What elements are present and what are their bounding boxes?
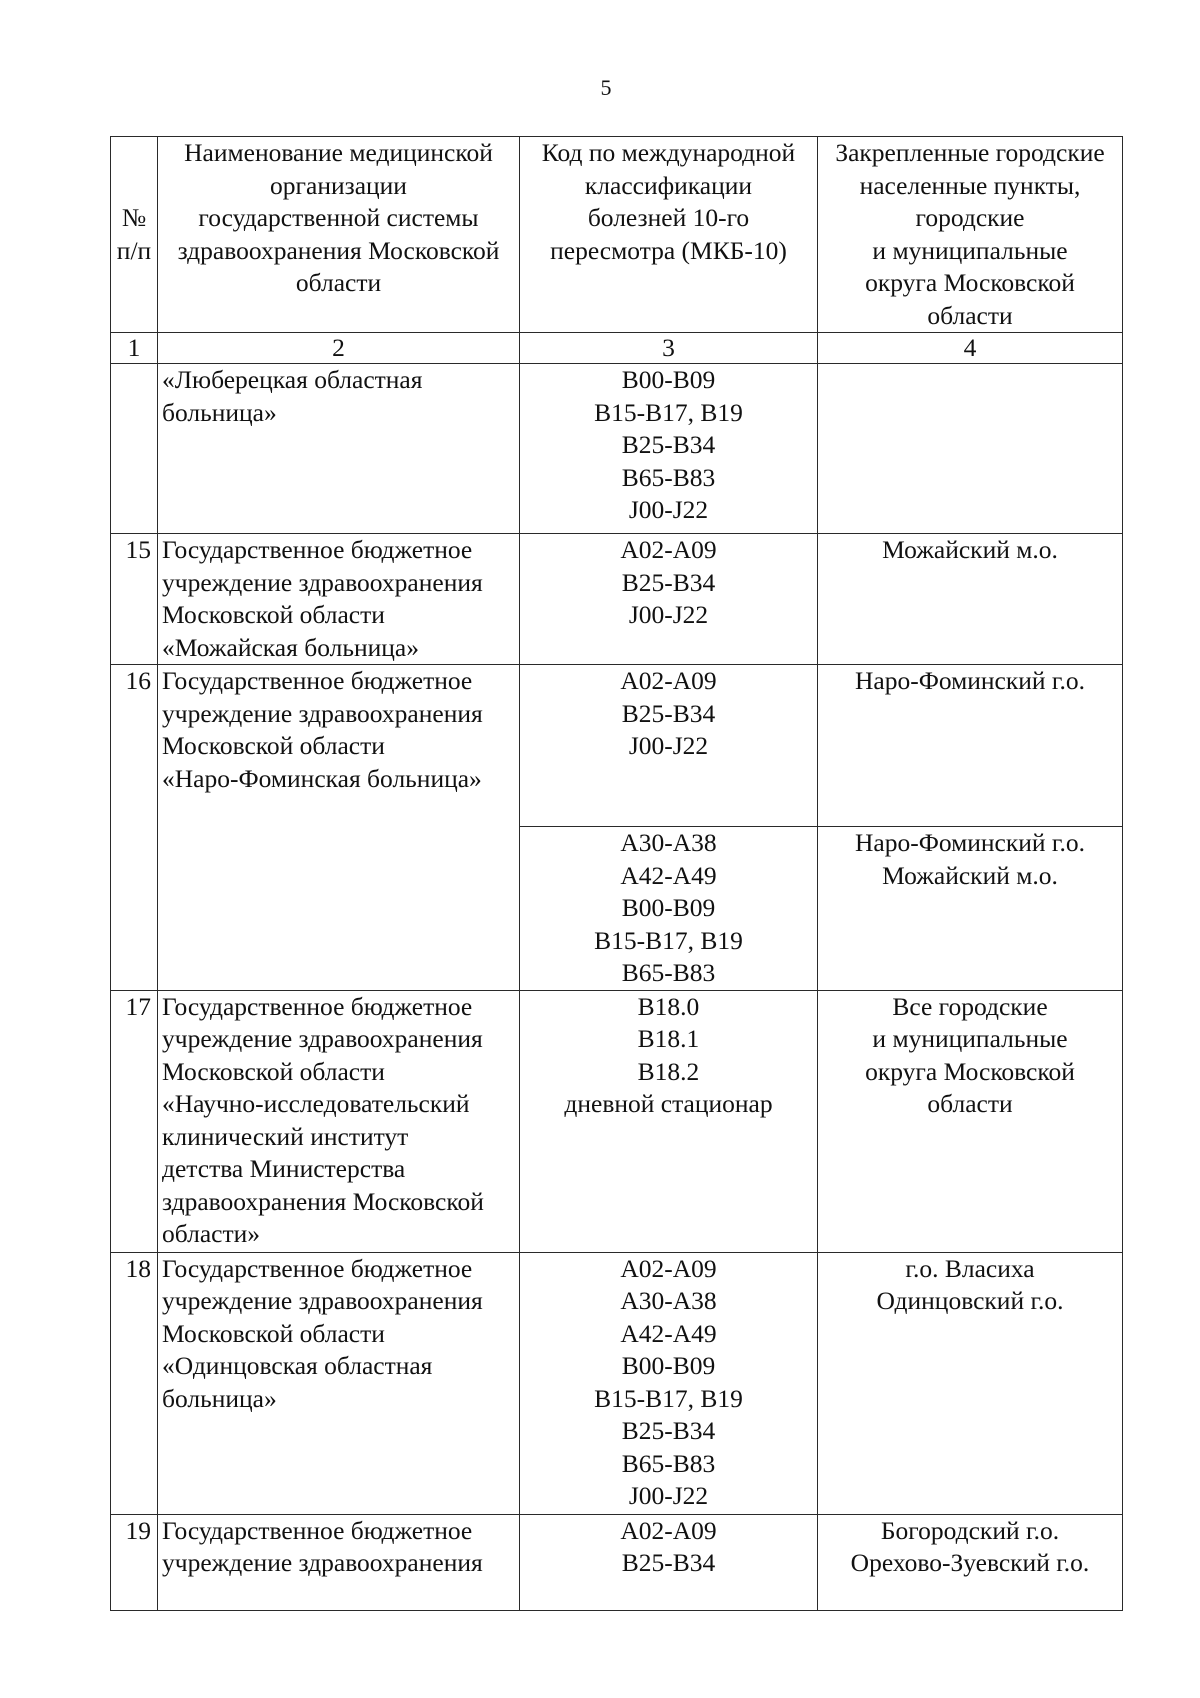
icd-code: B25-B34 [621, 430, 716, 459]
header-line: области [927, 300, 1013, 330]
icd-code: B25-B34 [621, 1548, 716, 1577]
text-line: здравоохранения Московской [162, 1186, 484, 1216]
area-name: Можайский м.о. [882, 860, 1058, 890]
text-line: больница» [162, 397, 277, 427]
icd-code: A42-A49 [620, 1318, 717, 1348]
header-line: округа Московской [865, 268, 1075, 297]
table-row [111, 1252, 1123, 1514]
text-line: Государственное бюджетное [162, 991, 473, 1021]
table-row [111, 1514, 1123, 1610]
header-assigned-areas-column [818, 137, 1123, 333]
area-name: и муниципальные [872, 1024, 1068, 1053]
table-row [111, 990, 1123, 1252]
assigned-areas [818, 364, 1123, 534]
text-line: «Можайская больница» [162, 632, 419, 662]
table-row [111, 534, 1123, 665]
header-line: городские [915, 203, 1025, 232]
header-line: и муниципальные [872, 235, 1068, 265]
icd-code: J00-J22 [628, 495, 709, 524]
header-line: Наименование медицинской [184, 138, 493, 167]
text-line: больница» [162, 1383, 277, 1413]
header-icd-code-column [520, 137, 818, 333]
icd-code: B18.0 [637, 991, 700, 1021]
column-index-row [111, 333, 1123, 364]
text-line: Государственное бюджетное [162, 1515, 473, 1545]
column-index: 4 [818, 333, 1123, 364]
icd-code: A02-A09 [620, 1515, 717, 1545]
header-line: п/п [116, 235, 152, 265]
text-line: Государственное бюджетное [162, 535, 473, 564]
organization-name [158, 364, 520, 534]
icd-code: B65-B83 [621, 462, 716, 492]
area-name: Наро-Фоминский г.о. [854, 828, 1086, 857]
header-line: населенные пункты, [859, 170, 1081, 200]
header-line: организации [270, 170, 407, 200]
header-organization-column [158, 137, 520, 333]
icd-code: B00-B09 [621, 1351, 716, 1380]
header-line: Код по международной [541, 138, 796, 167]
text-line: учреждение здравоохранения [162, 1286, 483, 1315]
icd-code: B15-B17, B19 [594, 1383, 743, 1413]
text-line: Московской области [162, 1318, 385, 1348]
area-name: Богородский г.о. [880, 1515, 1060, 1545]
organization-name [158, 1514, 520, 1610]
row-number: 19 [111, 1514, 158, 1610]
icd-code: A30-A38 [620, 828, 717, 857]
header-number-column [111, 137, 158, 333]
row-number: 15 [111, 534, 158, 665]
text-line: Государственное бюджетное [162, 1253, 473, 1283]
icd-code: B00-B09 [621, 893, 716, 922]
hospital-assignment-table [110, 136, 1123, 1611]
text-line: учреждение здравоохранения [162, 567, 483, 597]
icd-codes [520, 534, 818, 665]
icd-codes [520, 364, 818, 534]
icd-code: B00-B09 [621, 365, 716, 394]
text-line: Московской области [162, 600, 385, 629]
assigned-areas [818, 534, 1123, 665]
organization-name [158, 990, 520, 1252]
assigned-areas [818, 665, 1123, 827]
assigned-areas [818, 827, 1123, 991]
assigned-areas [818, 1252, 1123, 1514]
icd-code: B65-B83 [621, 958, 716, 987]
text-line: «Одинцовская областная [162, 1351, 433, 1380]
text-line: «Наро-Фоминская больница» [162, 763, 482, 793]
text-line: Московской области [162, 731, 385, 760]
row-number: 16 [111, 665, 158, 991]
row-number [111, 364, 158, 534]
organization-name [158, 665, 520, 991]
icd-code: A30-A38 [620, 1286, 717, 1315]
icd-code: J00-J22 [628, 1481, 709, 1510]
area-name: г.о. Власиха [905, 1253, 1035, 1283]
text-line: «Научно-исследовательский [162, 1089, 470, 1118]
header-line: № [121, 203, 147, 232]
icd-code: J00-J22 [628, 731, 709, 760]
assigned-areas [818, 990, 1123, 1252]
icd-code: A02-A09 [620, 666, 717, 695]
column-index: 3 [520, 333, 818, 364]
area-name: Орехово-Зуевский г.о. [850, 1548, 1090, 1577]
icd-code: A42-A49 [620, 860, 717, 890]
table-row [111, 364, 1123, 534]
table-header-row [111, 137, 1123, 333]
text-line: «Люберецкая областная [162, 365, 423, 394]
text-line: области» [162, 1219, 260, 1248]
icd-codes [520, 1514, 818, 1610]
page-number: 5 [600, 75, 612, 100]
area-name: Наро-Фоминский г.о. [854, 666, 1086, 695]
assigned-areas [818, 1514, 1123, 1610]
icd-codes [520, 665, 818, 827]
header-line: классификации [584, 170, 753, 200]
text-line: детства Министерства [162, 1154, 406, 1183]
icd-code: A02-A09 [620, 1253, 717, 1283]
icd-codes [520, 1252, 818, 1514]
icd-code: дневной стационар [564, 1089, 773, 1118]
text-line: Московской области [162, 1056, 385, 1086]
header-line: пересмотра (МКБ-10) [550, 235, 787, 265]
icd-codes [520, 827, 818, 991]
area-name: Одинцовский г.о. [876, 1286, 1064, 1315]
text-line: клинический институт [162, 1121, 409, 1151]
organization-name [158, 1252, 520, 1514]
icd-code: B65-B83 [621, 1448, 716, 1478]
icd-code: B25-B34 [621, 567, 716, 597]
icd-code: B15-B17, B19 [594, 925, 743, 955]
row-number: 18 [111, 1252, 158, 1514]
area-name: Все городские [892, 991, 1048, 1021]
column-index: 1 [111, 333, 158, 364]
text-line: учреждение здравоохранения [162, 1024, 483, 1053]
header-line: области [295, 268, 382, 297]
text-line: учреждение здравоохранения [162, 698, 483, 728]
text-line: учреждение здравоохранения [162, 1548, 483, 1577]
area-name: Можайский м.о. [882, 535, 1058, 564]
text-line: Государственное бюджетное [162, 666, 473, 695]
icd-code: B15-B17, B19 [594, 397, 743, 427]
header-line: здравоохранения Московской [177, 235, 500, 265]
icd-codes [520, 990, 818, 1252]
icd-code: B25-B34 [621, 1416, 716, 1445]
header-line: болезней 10-го [587, 203, 750, 232]
icd-code: A02-A09 [620, 535, 717, 564]
organization-name [158, 534, 520, 665]
area-name: области [927, 1089, 1013, 1118]
table-row [111, 665, 1123, 827]
icd-code: J00-J22 [628, 600, 709, 629]
icd-code: B25-B34 [621, 698, 716, 728]
header-line: Закрепленные городские [835, 138, 1105, 167]
area-name: округа Московской [865, 1056, 1075, 1086]
icd-code: B18.2 [637, 1056, 700, 1086]
icd-code: B18.1 [637, 1024, 700, 1053]
row-number: 17 [111, 990, 158, 1252]
header-line: государственной системы [198, 203, 479, 232]
column-index: 2 [158, 333, 520, 364]
